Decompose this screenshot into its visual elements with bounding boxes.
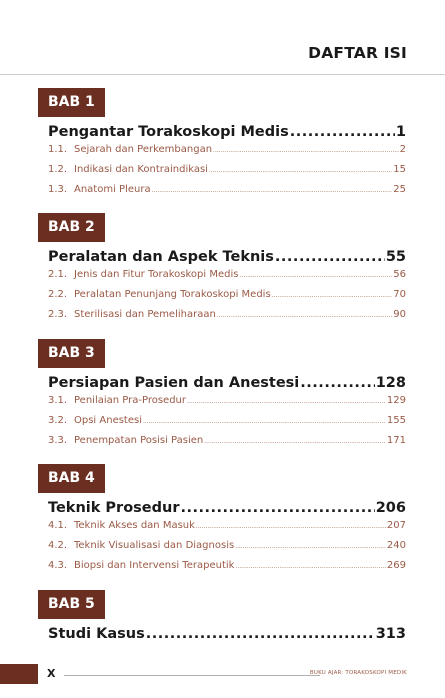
- section-number: 2.2.: [48, 289, 68, 300]
- section-page-number: 90: [393, 309, 406, 320]
- chapter-page-number: 128: [375, 375, 406, 391]
- section-title: Biopsi dan Intervensi Terapeutik: [74, 560, 235, 571]
- chapter-entry[interactable]: [48, 500, 406, 520]
- dot-leader: [204, 438, 386, 445]
- dot-leader: [235, 543, 386, 550]
- dot-leader: [235, 563, 385, 570]
- section-number: 4.2.: [48, 540, 68, 551]
- dot-leader: [290, 124, 395, 140]
- dot-leader: [213, 147, 399, 154]
- section-entry[interactable]: [48, 540, 406, 554]
- section-entry[interactable]: [48, 560, 406, 574]
- section-number: 1.1.: [48, 144, 68, 155]
- section-number: 4.3.: [48, 560, 68, 571]
- chapter-page-number: 1: [395, 124, 406, 140]
- chapter-entry[interactable]: [48, 124, 406, 144]
- section-page-number: 129: [386, 395, 406, 406]
- section-entry[interactable]: [48, 164, 406, 178]
- section-page-number: 155: [386, 415, 406, 426]
- section-title: Jenis dan Fitur Torakoskopi Medis: [74, 269, 239, 280]
- section-title: Teknik Akses dan Masuk: [74, 520, 195, 531]
- dot-leader: [187, 398, 386, 405]
- section-title: Indikasi dan Kontraindikasi: [74, 164, 208, 175]
- section-title: Sejarah dan Perkembangan: [74, 144, 213, 155]
- dot-leader: [143, 418, 386, 425]
- section-number: 3.2.: [48, 415, 68, 426]
- footer-book-title: BUKU AJAR: TORAKOSKOPI MEDIK: [309, 670, 407, 676]
- dot-leader: [275, 249, 385, 265]
- section-number: 2.1.: [48, 269, 68, 280]
- section-title: Anatomi Pleura: [74, 184, 151, 195]
- page-title: DAFTAR ISI: [308, 44, 407, 62]
- section-page-number: 269: [386, 560, 406, 571]
- chapter-title: Persiapan Pasien dan Anestesi: [48, 375, 300, 391]
- chapter-title: Peralatan dan Aspek Teknis: [48, 249, 274, 265]
- dot-leader: [146, 626, 375, 642]
- section-title: Sterilisasi dan Pemeliharaan: [74, 309, 216, 320]
- chapter-page-number: 55: [385, 249, 406, 265]
- section-entry[interactable]: [48, 289, 406, 303]
- chapter-badge: BAB 5: [38, 590, 105, 619]
- section-title: Penempatan Posisi Pasien: [74, 435, 204, 446]
- section-page-number: 70: [393, 289, 406, 300]
- section-entry[interactable]: [48, 435, 406, 449]
- section-number: 1.2.: [48, 164, 68, 175]
- section-entry[interactable]: [48, 415, 406, 429]
- section-title: Opsi Anestesi: [74, 415, 142, 426]
- section-number: 4.1.: [48, 520, 68, 531]
- section-page-number: 15: [393, 164, 406, 175]
- section-number: 2.3.: [48, 309, 68, 320]
- section-entry[interactable]: [48, 144, 406, 158]
- chapter-entry[interactable]: [48, 626, 406, 646]
- section-page-number: 240: [386, 540, 406, 551]
- chapter-badge: BAB 3: [38, 339, 105, 368]
- header-divider: [0, 74, 445, 75]
- section-page-number: 2: [399, 144, 406, 155]
- section-number: 1.3.: [48, 184, 68, 195]
- footer-accent-block: [0, 664, 38, 684]
- section-page-number: 56: [393, 269, 406, 280]
- chapter-badge: BAB 4: [38, 464, 105, 493]
- section-entry[interactable]: [48, 309, 406, 323]
- section-title: Teknik Visualisasi dan Diagnosis: [74, 540, 235, 551]
- dot-leader: [300, 375, 374, 391]
- footer-page-label: X: [47, 667, 56, 680]
- chapter-title: Studi Kasus: [48, 626, 145, 642]
- footer-rule: [64, 675, 320, 676]
- section-page-number: 207: [386, 520, 406, 531]
- chapter-title: Pengantar Torakoskopi Medis: [48, 124, 289, 140]
- section-entry[interactable]: [48, 520, 406, 534]
- chapter-badge: BAB 2: [38, 213, 105, 242]
- chapter-page-number: 313: [375, 626, 406, 642]
- chapter-title: Teknik Prosedur: [48, 500, 180, 516]
- section-page-number: 171: [386, 435, 406, 446]
- dot-leader: [272, 292, 393, 299]
- chapter-entry[interactable]: [48, 375, 406, 395]
- dot-leader: [239, 272, 392, 279]
- section-title: Penilaian Pra-Prosedur: [74, 395, 186, 406]
- dot-leader: [180, 500, 374, 516]
- dot-leader: [209, 167, 392, 174]
- chapter-entry[interactable]: [48, 249, 406, 269]
- section-entry[interactable]: [48, 184, 406, 198]
- section-page-number: 25: [393, 184, 406, 195]
- section-number: 3.3.: [48, 435, 68, 446]
- section-number: 3.1.: [48, 395, 68, 406]
- chapter-badge: BAB 1: [38, 88, 105, 117]
- dot-leader: [152, 187, 393, 194]
- section-entry[interactable]: [48, 269, 406, 283]
- dot-leader: [196, 523, 386, 530]
- chapter-page-number: 206: [375, 500, 406, 516]
- section-title: Peralatan Penunjang Torakoskopi Medis: [74, 289, 271, 300]
- dot-leader: [217, 312, 392, 319]
- section-entry[interactable]: [48, 395, 406, 409]
